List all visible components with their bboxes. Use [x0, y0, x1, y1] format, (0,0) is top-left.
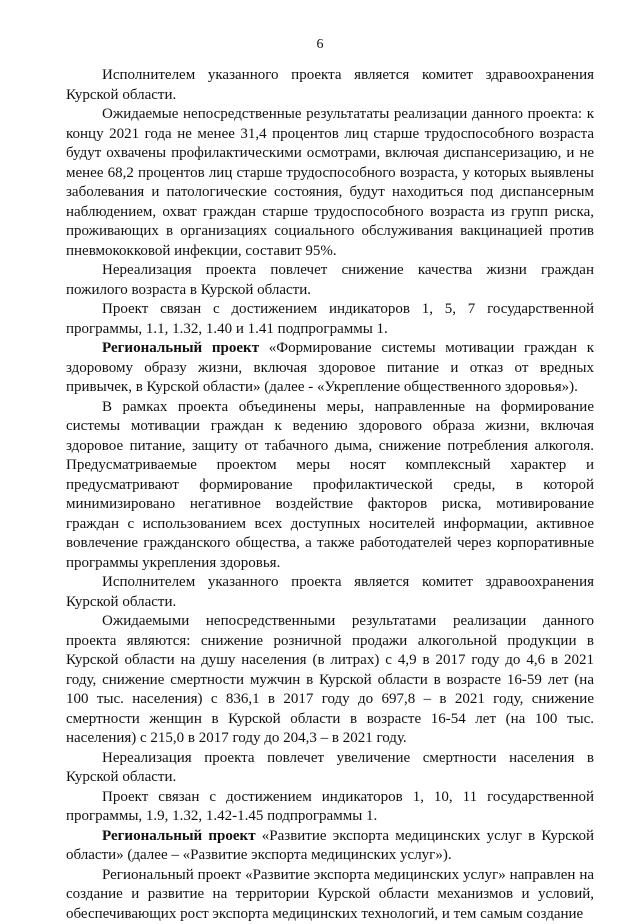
paragraph-indicators-2: [66, 788, 594, 827]
paragraph-text: «Развитие экспорта медицинских услуг в Курской области» (далее – «Развитие экспорта медицинских услуг»).: [66, 828, 594, 864]
page-number: 6: [0, 35, 640, 55]
paragraph-text: Региональный проект «Развитие экспорта медицинских услуг» направлен на создание и развитие на территории Курской области механизмов и условий, обеспечивающих рост экспорта медицинских технологий, и тем самым создание: [66, 867, 594, 922]
paragraph-bold-heading: Региональный проект: [102, 340, 259, 356]
paragraph-expected-results-2: [66, 612, 594, 749]
paragraph-text: Проект связан с достижением индикаторов 1, 10, 11 государственной программы, 1.9, 1.32, 1.42-1.45 подпрограммы 1.: [66, 789, 594, 825]
paragraph-text: Проект связан с достижением индикаторов 1, 5, 7 государственной программы, 1.1, 1.32, 1.40 и 1.41 подпрограммы 1.: [66, 301, 594, 337]
paragraph-non-implementation-1: [66, 261, 594, 300]
paragraph-text: Исполнителем указанного проекта является комитет здравоохранения Курской области.: [66, 67, 594, 103]
paragraph-text: В рамках проекта объединены меры, направленные на формирование системы мотивации граждан к ведению здорового образа жизни, включая здоровое питание, защиту от табачного дыма, снижение потребления алкоголя. Предусматриваемые проектом меры носят комплексный характер и предусматривают формирование профилактической среды, в которой минимизировано негативное воздействие факторов риска, мотивирование граждан с использованием всех доступных носителей информации, активное вовлечение гражданского общества, а также работодателей через корпоративные программы укрепления здоровья.: [66, 399, 594, 571]
paragraph-text: Нереализация проекта повлечет снижение качества жизни граждан пожилого возраста в Курской области.: [66, 262, 594, 298]
paragraph-regional-project-health: [66, 339, 594, 398]
paragraph-executor-1: [66, 66, 594, 105]
paragraph-text: Нереализация проекта повлечет увеличение смертности населения в Курской области.: [66, 750, 594, 786]
paragraph-non-implementation-2: [66, 749, 594, 788]
paragraph-regional-project-export: [66, 827, 594, 866]
paragraph-executor-2: [66, 573, 594, 612]
paragraph-text: «Формирование системы мотивации граждан к здоровому образу жизни, включая здоровое питание и отказ от вредных привычек, в Курской области» (далее - «Укрепление общественного здоровья»).: [66, 340, 594, 395]
paragraph-project-scope: [66, 398, 594, 574]
paragraph-text: Ожидаемыми непосредственными результатами реализации данного проекта являются: снижение розничной продажи алкогольной продукции в Курской области на душу населения (в литрах) с 4,9 в 2017 году до 4,6 в 2021 году, снижение смертности мужчин в Курской области в возрасте 16-59 лет (на 100 тыс. населения) с 836,1 в 2017 году до 697,8 – в 2021 году, снижение смертности женщин в Курской области в возрасте 16-54 лет (на 100 тыс. населения) с 215,0 в 2017 году до 204,3 – в 2021 году.: [66, 613, 594, 746]
paragraph-export-description: [66, 866, 594, 924]
paragraph-text: Ожидаемые непосредственные результататы реализации данного проекта: к концу 2021 года не менее 31,4 процентов лиц старше трудоспособного возраста будут охвачены профилактическими осмотрами, включая диспансеризацию, и не менее 68,2 процентов лиц старше трудоспособного возраста, у которых выявлены заболевания и патологические состояния, будут находиться под диспансерным наблюдением, охват граждан старше трудоспособного возраста из групп риска, проживающих в организациях социального обслуживания вакцинацией против пневмококковой инфекции, составит 95%.: [66, 106, 594, 259]
paragraph-indicators-1: [66, 300, 594, 339]
paragraph-bold-heading: Региональный проект: [102, 828, 256, 844]
paragraph-text: Исполнителем указанного проекта является комитет здравоохранения Курской области.: [66, 574, 594, 610]
document-body: [66, 66, 594, 924]
paragraph-expected-results-1: [66, 105, 594, 261]
